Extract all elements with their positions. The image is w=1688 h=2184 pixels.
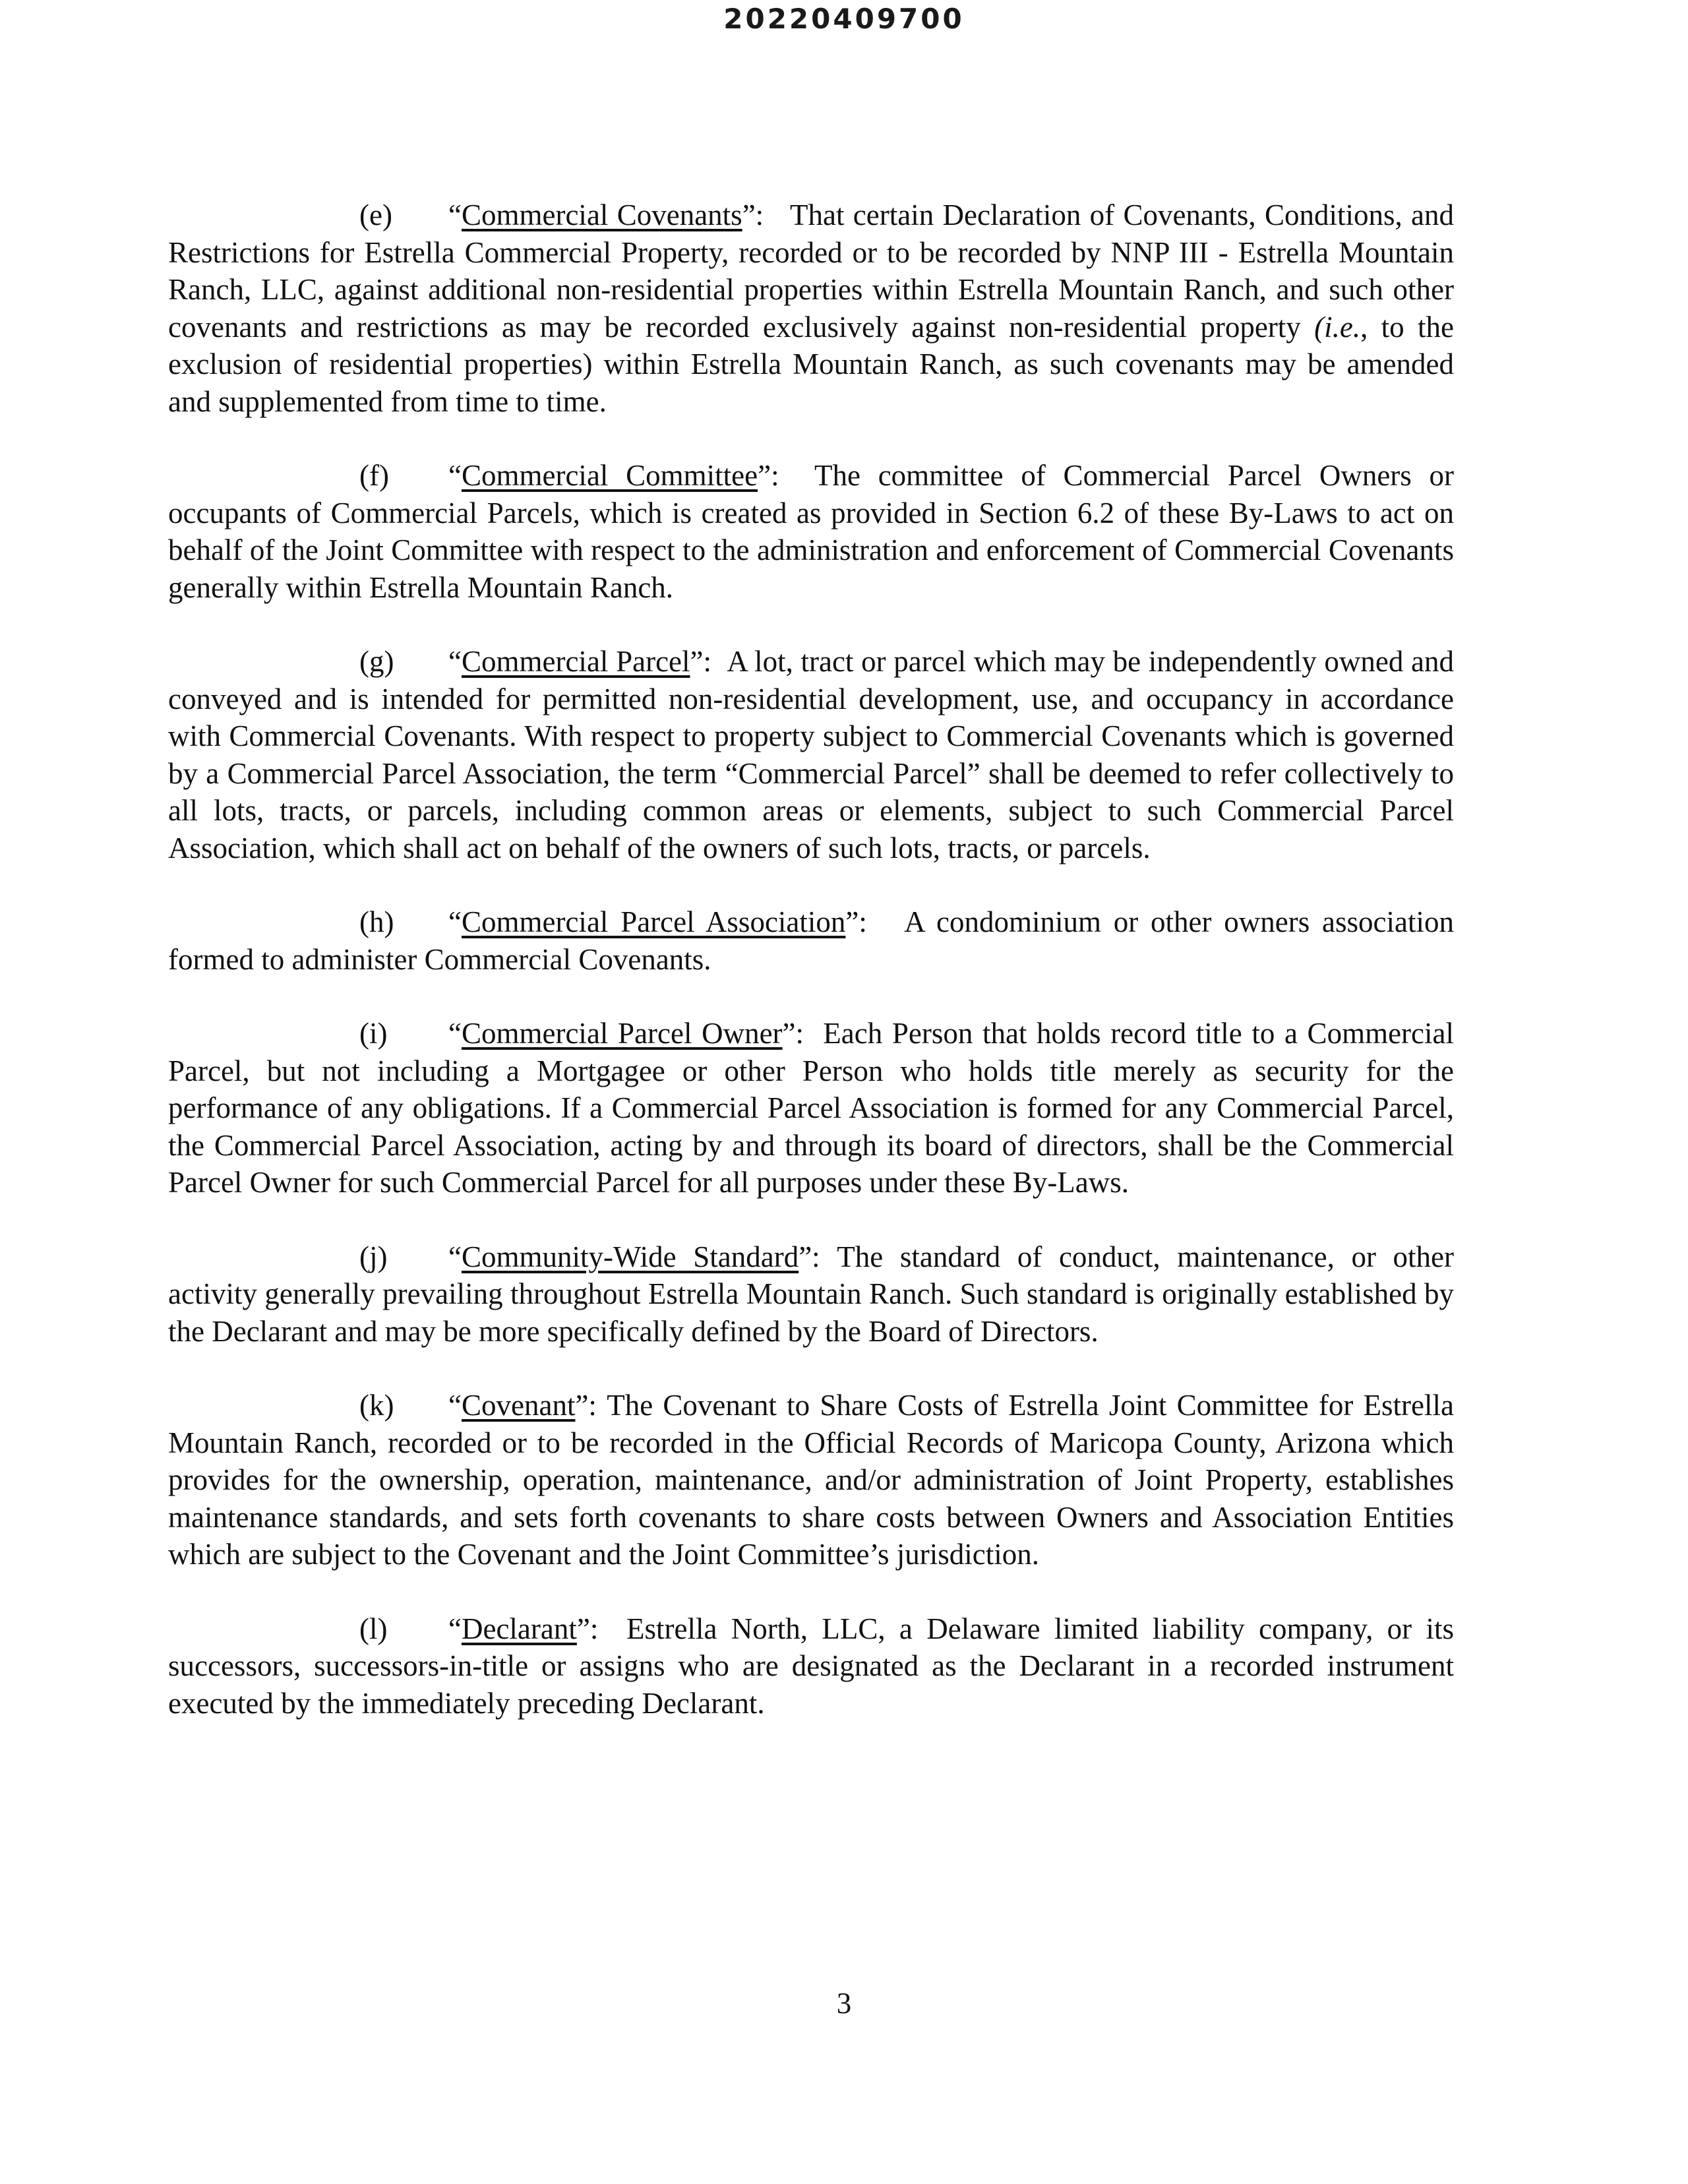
definition-j: (j) “Community-Wide Standard”: The standard of conduct, maintenance, or other activity generally prevailing throughout Estrella Mountain Ranch. Such standard is originally established by the Declarant and may be more specifically defined by the Board of Directors. — [168, 1238, 1454, 1350]
defined-term: Covenant — [461, 1389, 576, 1422]
definition-text-continued: , to the exclusion of residential properties) within Estrella Mountain Ranch, as such covenants may be amended and supplemented from time to time. — [168, 310, 1454, 418]
recording-number: 20220409700 — [723, 3, 965, 35]
definition-f: (f) “Commercial Committee”: The committee of Commercial Parcel Owners or occupants of Commercial Parcels, which is created as provided in Section 6.2 of these By-Laws to act on behalf of the Joint Committee with respect to the administration and enforcement of Commercial Covenants generally within Estrella Mountain Ranch. — [168, 457, 1454, 606]
definition-label: (h) — [359, 905, 394, 938]
defined-term: Declarant — [461, 1612, 577, 1645]
definition-text: Each Person that holds record title to a Commercial Parcel, but not including a Mortgagee or other Person who holds title merely as security for the performance of any obligations. If a Commercial Parcel Association is formed for any Commercial Parcel, the Commercial Parcel Association, acting by and through its board of directors, shall be the Commercial Parcel Owner for such Commercial Parcel for all purposes under these By-Laws. — [168, 1017, 1454, 1199]
definition-g: (g) “Commercial Parcel”: A lot, tract or parcel which may be independently owned and conveyed and is intended for permitted non-residential development, use, and occupancy in accordance with Commercial Covenants. With respect to property subject to Commercial Covenants which is governed by a Commercial Parcel Association, the term “Commercial Parcel” shall be deemed to refer collectively to all lots, tracts, or parcels, including common areas or elements, subject to such Commercial Parcel Association, which shall act on behalf of the owners of such lots, tracts, or parcels. — [168, 643, 1454, 866]
defined-term: Community-Wide Standard — [461, 1240, 799, 1273]
definition-text: A lot, tract or parcel which may be independently owned and conveyed and is intended for permitted non-residential development, use, and occupancy in accordance with Commercial Covenants. With respect to property subject to Commercial Covenants which is governed by a Commercial Parcel Association, the term “Commercial Parcel” shall be deemed to refer collectively to all lots, tracts, or parcels, including common areas or elements, subject to such Commercial Parcel Association, which shall act on behalf of the owners of such lots, tracts, or parcels. — [168, 645, 1454, 864]
definition-label: (g) — [359, 645, 394, 678]
definition-label: (k) — [359, 1389, 394, 1422]
definition-k: (k) “Covenant”: The Covenant to Share Costs of Estrella Joint Committee for Estrella Mountain Ranch, recorded or to be recorded in the Official Records of Maricopa County, Arizona which provides for the ownership, operation, maintenance, and/or administration of Joint Property, establishes maintenance standards, and sets forth covenants to share costs between Owners and Association Entities which are subject to the Covenant and the Joint Committee’s jurisdiction. — [168, 1387, 1454, 1573]
definition-l: (l) “Declarant”: Estrella North, LLC, a Delaware limited liability company, or its successors, successors-in-title or assigns who are designated as the Declarant in a recorded instrument executed by the immediately preceding Declarant. — [168, 1610, 1454, 1722]
defined-term: Commercial Parcel Association — [461, 905, 846, 938]
definition-text: Estrella North, LLC, a Delaware limited liability company, or its successors, successors-in-title or assigns who are designated as the Declarant in a recorded instrument executed by the immediately preceding Declarant. — [168, 1612, 1455, 1720]
definition-label: (i) — [359, 1017, 388, 1050]
defined-term: Commercial Parcel Owner — [461, 1017, 783, 1050]
definition-label: (e) — [359, 198, 392, 231]
defined-term: Commercial Parcel — [461, 645, 690, 678]
definition-text: The Covenant to Share Costs of Estrella Joint Committee for Estrella Mountain Ranch, recorded or to be recorded in the Official Records of Maricopa County, Arizona which provides for the ownership, operation, maintenance, and/or administration of Joint Property, establishes maintenance standards, and sets forth covenants to share costs between Owners and Association Entities which are subject to the Covenant and the Joint Committee’s jurisdiction. — [168, 1389, 1454, 1571]
definition-label: (l) — [359, 1612, 388, 1645]
definition-text: A condominium or other owners association formed to administer Commercial Covenants. — [168, 905, 1454, 976]
definition-e: (e) “Commercial Covenants”: That certain Declaration of Covenants, Conditions, and Restrictions for Estrella Commercial Property, recorded or to be recorded by NNP III - Estrella Mountain Ranch, LLC, against additional non-residential properties within Estrella Mountain Ranch, and such other covenants and restrictions as may be recorded exclusively against non-residential property (i.e., to the exclusion of residential properties) within Estrella Mountain Ranch, as such covenants may be amended and supplemented from time to time. — [168, 197, 1454, 420]
definition-text: The standard of conduct, maintenance, or other activity generally prevailing throughout Estrella Mountain Ranch. Such standard is originally established by the Declarant and may be more specifically defined by the Board of Directors. — [168, 1240, 1454, 1348]
definition-label: (j) — [359, 1240, 388, 1273]
definition-label: (f) — [359, 459, 389, 492]
document-body — [168, 197, 1454, 1759]
definition-h: (h) “Commercial Parcel Association”: A condominium or other owners association formed to administer Commercial Covenants. — [168, 903, 1454, 978]
definition-i: (i) “Commercial Parcel Owner”: Each Person that holds record title to a Commercial Parcel, but not including a Mortgagee or other Person who holds title merely as security for the performance of any obligations. If a Commercial Parcel Association is formed for any Commercial Parcel, the Commercial Parcel Association, acting by and through its board of directors, shall be the Commercial Parcel Owner for such Commercial Parcel for all purposes under these By-Laws. — [168, 1015, 1454, 1201]
definition-text: The committee of Commercial Parcel Owners or occupants of Commercial Parcels, which is created as provided in Section 6.2 of these By-Laws to act on behalf of the Joint Committee with respect to the administration and enforcement of Commercial Covenants generally within Estrella Mountain Ranch. — [168, 459, 1455, 604]
page-number: 3 — [836, 1987, 852, 2020]
defined-term: Commercial Committee — [461, 459, 758, 492]
definition-italic: (i.e. — [1314, 310, 1361, 344]
defined-term: Commercial Covenants — [461, 198, 742, 231]
definition-text: That certain Declaration of Covenants, Conditions, and Restrictions for Estrella Commercial Property, recorded or to be recorded by NNP III - Estrella Mountain Ranch, LLC, against additional non-residential properties within Estrella Mountain Ranch, and such other covenants and restrictions as may be recorded exclusively against non-residential property — [168, 198, 1455, 344]
